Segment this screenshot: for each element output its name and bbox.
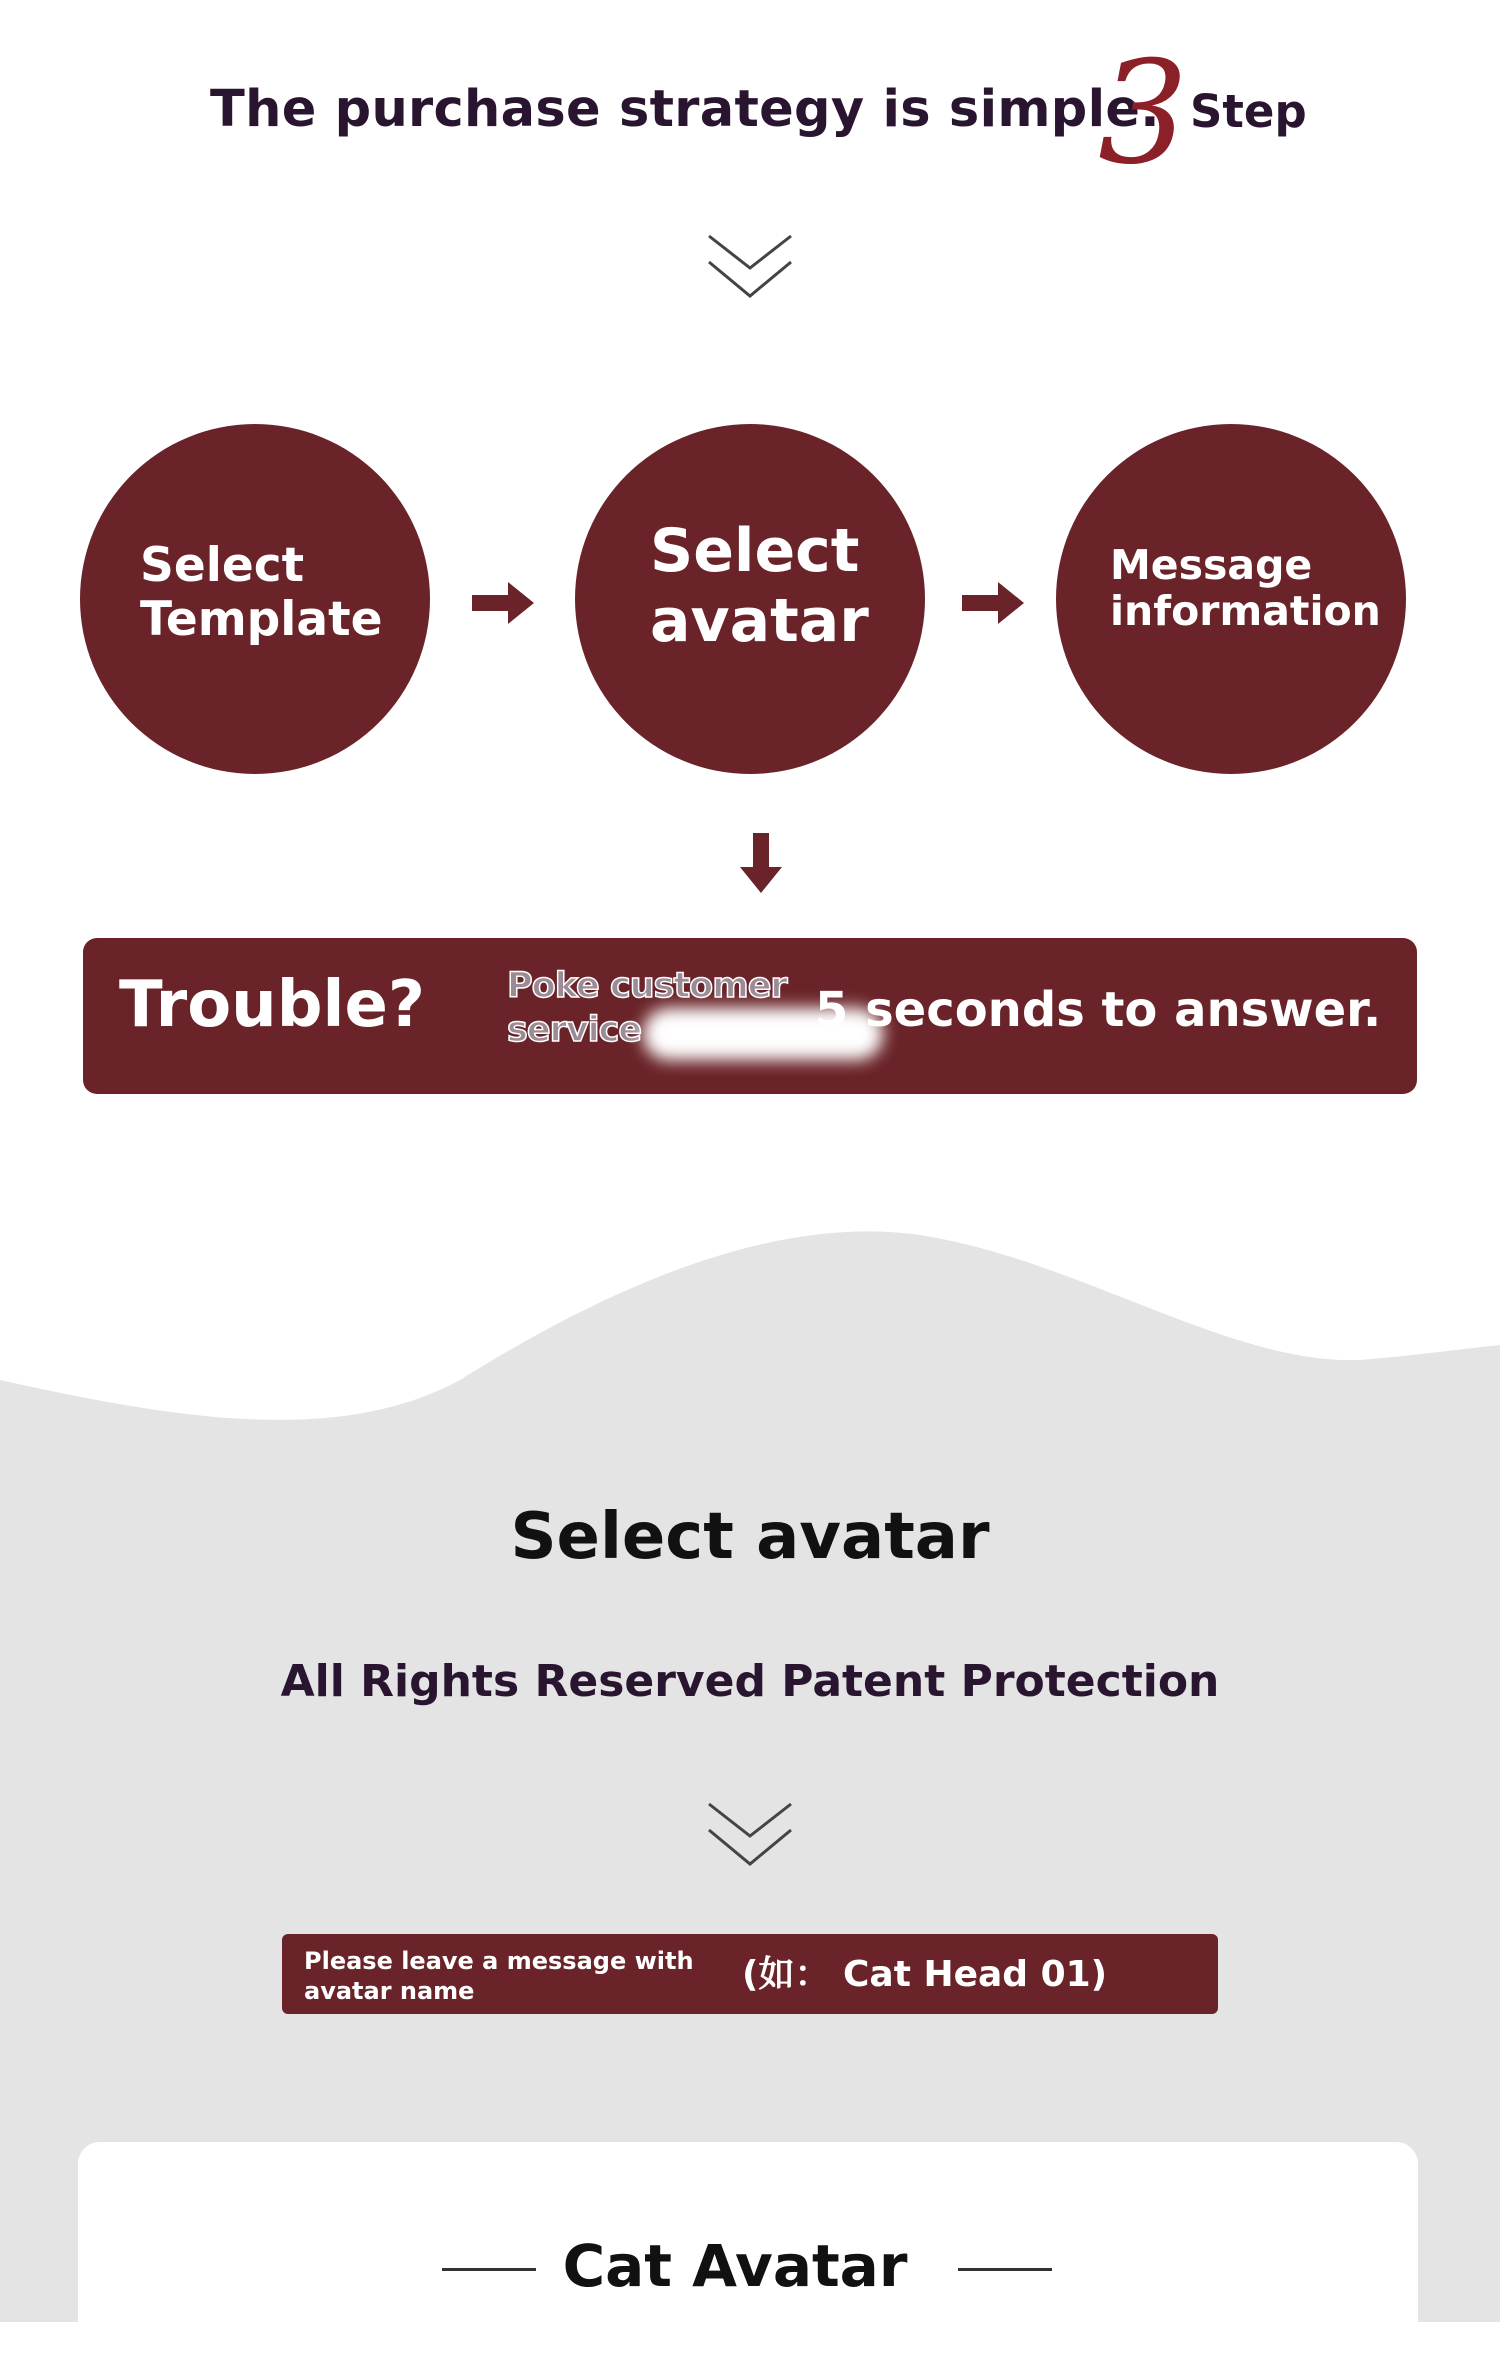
card-title: Cat Avatar [562, 2232, 908, 2300]
step-count: 3 [1098, 31, 1189, 196]
answer-time-text: 5 seconds to answer. [815, 982, 1382, 1038]
arrow-down-icon [740, 833, 782, 893]
step-label: Select avatar [650, 516, 869, 656]
step-word: Step [1190, 85, 1307, 138]
chevron-down-icon [705, 232, 795, 304]
arrow-right-icon [472, 582, 534, 624]
message-instruction: Please leave a message with avatar name [304, 1947, 694, 2005]
message-example: (如： Cat Head 01) [742, 1954, 1108, 1995]
section-title: Select avatar [510, 1500, 990, 1574]
headline [200, 31, 1307, 196]
trouble-title: Trouble? [119, 968, 425, 1042]
customer-service-link[interactable]: Poke customer service [507, 966, 787, 1050]
step-message-information [1056, 424, 1406, 774]
chevron-down-icon [705, 1800, 795, 1872]
step-select-template [80, 424, 430, 774]
page-title: The purchase strategy is simple. [210, 80, 1160, 139]
arrow-right-icon [962, 582, 1024, 624]
message-banner [282, 1934, 1218, 2014]
trouble-banner [83, 938, 1417, 1094]
step-label: Select Template [140, 538, 383, 647]
step-label: Message information [1110, 541, 1381, 635]
step-select-avatar [575, 424, 925, 774]
divider-right [958, 2268, 1052, 2271]
section-subtitle: All Rights Reserved Patent Protection [280, 1656, 1220, 1707]
